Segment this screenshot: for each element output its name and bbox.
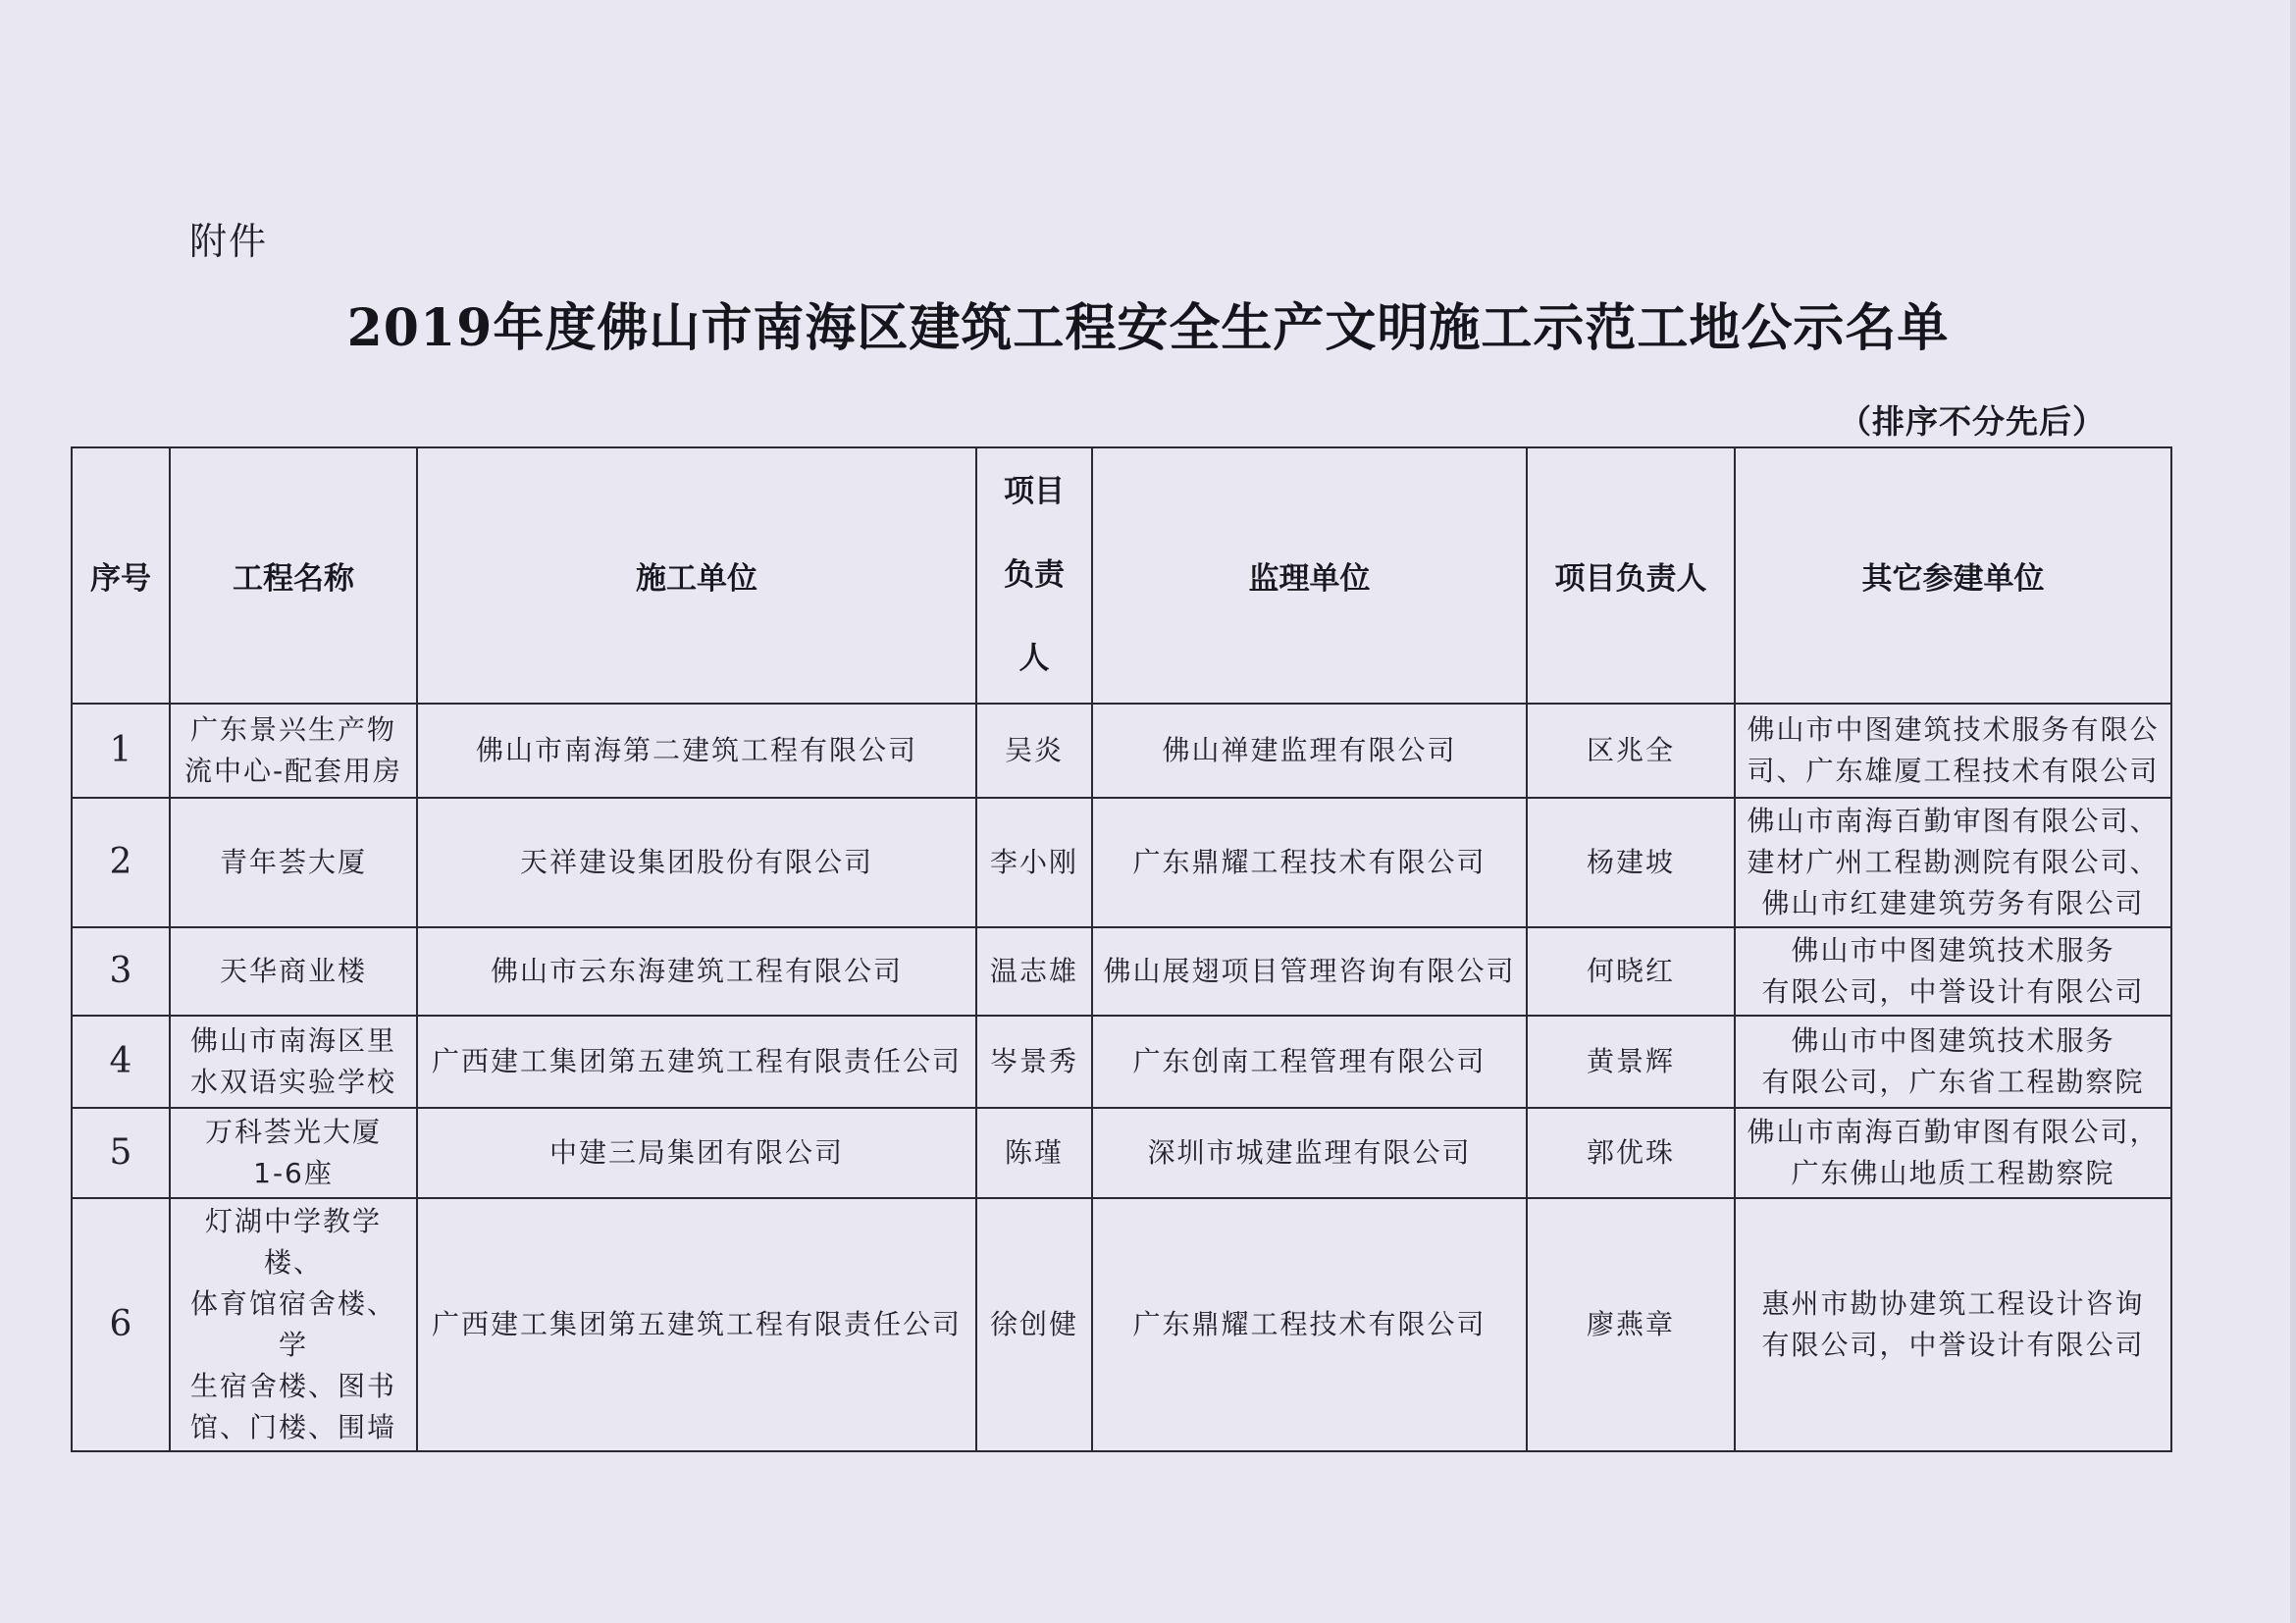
cell-contractor: 佛山市南海第二建筑工程有限公司 (417, 704, 976, 798)
project-line: 灯湖中学教学楼、 (204, 1205, 382, 1279)
table-row (72, 1198, 2171, 1451)
cell-supervisor: 广东鼎耀工程技术有限公司 (1092, 798, 1527, 927)
project-line: 馆、门楼、围墙 (189, 1411, 396, 1443)
header-project: 工程名称 (170, 447, 417, 704)
cell-others (1735, 1108, 2171, 1198)
cell-seq: 3 (72, 927, 170, 1016)
cell-others (1735, 927, 2171, 1016)
others-line: 佛山市中图建筑技术服务 (1791, 934, 2115, 967)
others-line: 佛山市南海百勤审图有限公司、 (1747, 805, 2160, 837)
header-contractor: 施工单位 (417, 447, 976, 704)
header-pm-line: 项目 (1004, 474, 1065, 509)
cell-supervisor-pm: 黄景辉 (1527, 1016, 1735, 1108)
cell-project-manager: 吴炎 (976, 704, 1092, 798)
cell-supervisor: 广东鼎耀工程技术有限公司 (1092, 1198, 1527, 1451)
project-line: 水双语实验学校 (189, 1066, 396, 1098)
header-supervisor: 监理单位 (1092, 447, 1527, 704)
cell-seq: 5 (72, 1108, 170, 1198)
cell-project (170, 927, 417, 1016)
header-supervisor-pm: 项目负责人 (1527, 447, 1735, 704)
others-line: 惠州市勘协建筑工程设计咨询 (1761, 1287, 2145, 1320)
header-pm-line: 负责 (1004, 557, 1065, 593)
cell-supervisor: 佛山禅建监理有限公司 (1092, 704, 1527, 798)
project-line: 青年荟大厦 (219, 846, 367, 878)
others-line: 佛山市中图建筑技术服务 (1791, 1024, 2115, 1057)
others-line: 佛山市南海百勤审图有限公司， (1747, 1116, 2160, 1148)
cell-supervisor-pm: 何晓红 (1527, 927, 1735, 1016)
others-line: 司、广东雄厦工程技术有限公司 (1747, 755, 2160, 787)
document-title: 2019年度佛山市南海区建筑工程安全生产文明施工示范工地公示名单 (346, 298, 1950, 358)
cell-project-manager: 岑景秀 (976, 1016, 1092, 1108)
cell-project (170, 1198, 417, 1451)
others-line: 广东佛山地质工程勘察院 (1791, 1157, 2115, 1189)
cell-contractor: 广西建工集团第五建筑工程有限责任公司 (417, 1198, 976, 1451)
cell-seq: 4 (72, 1016, 170, 1108)
project-line: 万科荟光大厦 (204, 1116, 382, 1148)
header-seq: 序号 (72, 447, 170, 704)
cell-contractor: 佛山市云东海建筑工程有限公司 (417, 927, 976, 1016)
table-header (72, 447, 2171, 704)
header-project-manager (976, 447, 1092, 704)
cell-others (1735, 798, 2171, 927)
cell-supervisor: 佛山展翅项目管理咨询有限公司 (1092, 927, 1527, 1016)
cell-seq: 2 (72, 798, 170, 927)
cell-project (170, 704, 417, 798)
table-row (72, 927, 2171, 1016)
project-line: 广东景兴生产物 (189, 713, 396, 746)
cell-supervisor-pm: 郭优珠 (1527, 1108, 1735, 1198)
cell-contractor: 天祥建设集团股份有限公司 (417, 798, 976, 927)
header-others: 其它参建单位 (1735, 447, 2171, 704)
cell-contractor: 中建三局集团有限公司 (417, 1108, 976, 1198)
cell-project (170, 798, 417, 927)
order-note: （排序不分先后） (1839, 402, 2106, 441)
others-line: 佛山市红建建筑劳务有限公司 (1761, 887, 2145, 919)
cell-seq: 6 (72, 1198, 170, 1451)
project-line: 佛山市南海区里 (189, 1024, 396, 1057)
cell-contractor: 广西建工集团第五建筑工程有限责任公司 (417, 1016, 976, 1108)
cell-others (1735, 1016, 2171, 1108)
demonstration-site-table (71, 446, 2172, 1452)
cell-others (1735, 1198, 2171, 1451)
others-line: 有限公司，中誉设计有限公司 (1761, 975, 2145, 1008)
cell-seq: 1 (72, 704, 170, 798)
cell-others (1735, 704, 2171, 798)
project-line: 天华商业楼 (219, 955, 367, 987)
others-line: 佛山市中图建筑技术服务有限公 (1747, 713, 2160, 746)
table-body (72, 704, 2171, 1451)
cell-supervisor: 广东创南工程管理有限公司 (1092, 1016, 1527, 1108)
table-row (72, 1016, 2171, 1108)
project-line: 体育馆宿舍楼、学 (189, 1287, 396, 1361)
others-line: 有限公司，广东省工程勘察院 (1761, 1066, 2145, 1098)
table-row (72, 798, 2171, 927)
page-edge (2290, 0, 2296, 1623)
header-row (72, 447, 2171, 704)
cell-supervisor-pm: 杨建坡 (1527, 798, 1735, 927)
project-line: 生宿舍楼、图书 (189, 1370, 396, 1402)
table-row (72, 704, 2171, 798)
others-line: 有限公司，中誉设计有限公司 (1761, 1329, 2145, 1361)
cell-supervisor: 深圳市城建监理有限公司 (1092, 1108, 1527, 1198)
project-line: 1-6座 (253, 1157, 334, 1189)
cell-supervisor-pm: 区兆全 (1527, 704, 1735, 798)
attachment-label: 附件 (189, 220, 269, 263)
project-line: 流中心-配套用房 (183, 755, 403, 787)
cell-project-manager: 温志雄 (976, 927, 1092, 1016)
cell-project (170, 1016, 417, 1108)
cell-project-manager: 陈瑾 (976, 1108, 1092, 1198)
cell-project (170, 1108, 417, 1198)
header-pm-line: 人 (1018, 641, 1050, 676)
table-row (72, 1108, 2171, 1198)
others-line: 建材广州工程勘测院有限公司、 (1747, 846, 2160, 878)
cell-project-manager: 徐创健 (976, 1198, 1092, 1451)
cell-project-manager: 李小刚 (976, 798, 1092, 927)
cell-supervisor-pm: 廖燕章 (1527, 1198, 1735, 1451)
